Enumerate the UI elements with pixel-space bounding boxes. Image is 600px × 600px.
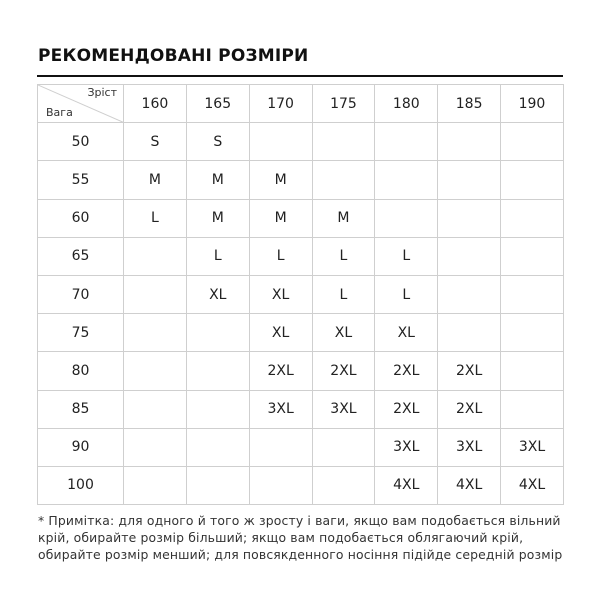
table-row [38, 390, 564, 428]
footnote [38, 512, 578, 563]
height-axis-label: Зріст [87, 86, 117, 99]
size-cell [438, 237, 501, 275]
title-divider [37, 75, 563, 77]
size-cell [501, 199, 564, 237]
table-row [38, 466, 564, 504]
size-cell [312, 428, 375, 466]
size-cell [375, 199, 438, 237]
size-cell: L [375, 237, 438, 275]
size-cell [124, 352, 187, 390]
weight-cell: 65 [38, 237, 124, 275]
size-cell [124, 466, 187, 504]
size-cell: XL [249, 314, 312, 352]
size-cell: 2XL [249, 352, 312, 390]
weight-cell: 75 [38, 314, 124, 352]
size-cell: XL [186, 275, 249, 313]
size-cell: XL [249, 275, 312, 313]
size-cell: S [186, 123, 249, 161]
height-header: 190 [501, 85, 564, 123]
size-cell [501, 161, 564, 199]
size-cell [124, 390, 187, 428]
weight-axis-label: Вага [46, 106, 73, 120]
size-cell [438, 123, 501, 161]
weight-cell: 85 [38, 390, 124, 428]
page-title: РЕКОМЕНДОВАНІ РОЗМІРИ [38, 46, 309, 66]
size-cell: 3XL [375, 428, 438, 466]
size-cell: 4XL [501, 466, 564, 504]
height-header: 160 [124, 85, 187, 123]
weight-cell: 100 [38, 466, 124, 504]
size-cell: 2XL [312, 352, 375, 390]
size-cell [312, 123, 375, 161]
size-cell: L [375, 275, 438, 313]
size-cell [186, 390, 249, 428]
size-cell: L [312, 237, 375, 275]
corner-cell [38, 85, 124, 123]
size-cell [312, 466, 375, 504]
size-cell [124, 237, 187, 275]
weight-cell: 50 [38, 123, 124, 161]
size-cell [501, 390, 564, 428]
size-cell: M [249, 161, 312, 199]
size-cell: S [124, 123, 187, 161]
height-header: 165 [186, 85, 249, 123]
size-cell [186, 352, 249, 390]
size-cell: 2XL [375, 390, 438, 428]
size-cell [501, 275, 564, 313]
table-row [38, 275, 564, 313]
size-cell [438, 161, 501, 199]
size-cell: M [186, 199, 249, 237]
size-cell [124, 275, 187, 313]
weight-cell: 70 [38, 275, 124, 313]
footnote-line: * Примітка: для одного й того ж зросту і ваги, якщо вам подобається вільний [38, 513, 561, 528]
weight-cell: 55 [38, 161, 124, 199]
table-row [38, 161, 564, 199]
size-cell [124, 428, 187, 466]
size-cell: L [312, 275, 375, 313]
size-cell: M [312, 199, 375, 237]
size-cell [186, 428, 249, 466]
height-header: 170 [249, 85, 312, 123]
size-chart-table [37, 84, 564, 505]
weight-cell: 60 [38, 199, 124, 237]
size-cell: XL [375, 314, 438, 352]
size-cell [501, 123, 564, 161]
size-cell [501, 352, 564, 390]
weight-cell: 90 [38, 428, 124, 466]
table-row [38, 314, 564, 352]
size-cell [186, 466, 249, 504]
table-row [38, 428, 564, 466]
table-row [38, 123, 564, 161]
header-row [38, 85, 564, 123]
size-cell: 3XL [501, 428, 564, 466]
table-row [38, 237, 564, 275]
size-cell: L [186, 237, 249, 275]
table-row [38, 352, 564, 390]
weight-cell: 80 [38, 352, 124, 390]
size-cell: 3XL [249, 390, 312, 428]
size-cell: M [186, 161, 249, 199]
size-cell: L [249, 237, 312, 275]
size-cell: L [124, 199, 187, 237]
size-cell: 2XL [438, 352, 501, 390]
size-cell [501, 237, 564, 275]
size-cell [249, 428, 312, 466]
size-cell: 3XL [438, 428, 501, 466]
size-cell: 2XL [438, 390, 501, 428]
height-header: 175 [312, 85, 375, 123]
size-cell [438, 199, 501, 237]
size-cell: 4XL [375, 466, 438, 504]
height-header: 185 [438, 85, 501, 123]
size-cell [312, 161, 375, 199]
footnote-line: обирайте розмір менший; для повсякденного носіння підійде середній розмір [38, 547, 563, 562]
size-cell [186, 314, 249, 352]
size-cell [438, 275, 501, 313]
size-cell: M [249, 199, 312, 237]
size-cell [249, 466, 312, 504]
size-cell [501, 314, 564, 352]
table-row [38, 199, 564, 237]
height-header: 180 [375, 85, 438, 123]
size-cell: M [124, 161, 187, 199]
size-cell [375, 161, 438, 199]
footnote-line: крій, обирайте розмір більший; якщо вам подобається облягаючий крій, [38, 530, 524, 545]
size-cell: XL [312, 314, 375, 352]
size-cell: 4XL [438, 466, 501, 504]
size-cell [438, 314, 501, 352]
size-cell [249, 123, 312, 161]
size-cell [124, 314, 187, 352]
size-cell [375, 123, 438, 161]
size-cell: 3XL [312, 390, 375, 428]
size-cell: 2XL [375, 352, 438, 390]
